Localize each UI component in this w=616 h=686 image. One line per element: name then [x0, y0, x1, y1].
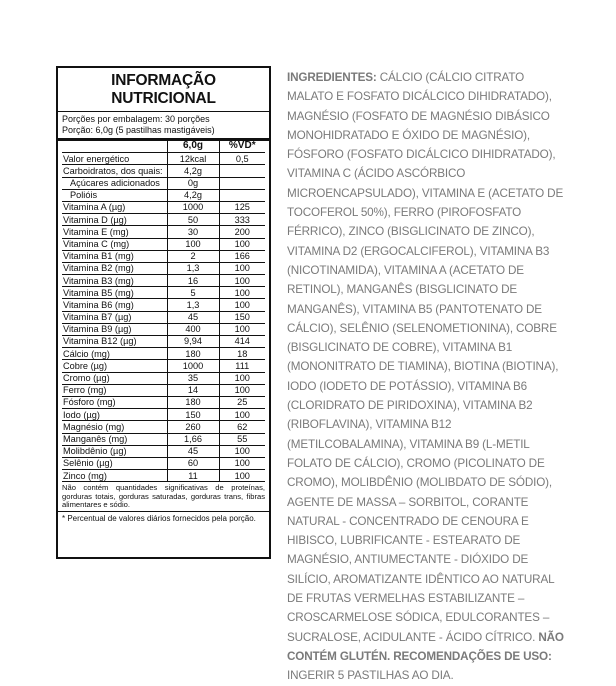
nutrient-amount: 30: [167, 226, 219, 238]
nutrient-name: Selênio (µg): [62, 457, 167, 469]
table-row: [62, 433, 265, 445]
nutrient-name: Ferro (mg): [62, 384, 167, 396]
nutrient-amount: 9,94: [167, 336, 219, 348]
nutrient-name: Vitamina D (µg): [62, 214, 167, 226]
nutrient-name: Vitamina B2 (mg): [62, 262, 167, 274]
nutrient-amount: 0g: [167, 177, 219, 189]
nutrient-name: Valor energético: [62, 153, 167, 165]
table-row: [62, 470, 265, 482]
recommendations-text: INGERIR 5 PASTILHAS AO DIA.: [287, 669, 454, 683]
nutrient-dv: 150: [219, 311, 265, 323]
nutrient-dv: 333: [219, 214, 265, 226]
table-header-row: [62, 141, 265, 153]
nutrient-amount: 45: [167, 445, 219, 457]
table-row: [62, 299, 265, 311]
nutrient-amount: 16: [167, 275, 219, 287]
nutrient-amount: 1,66: [167, 433, 219, 445]
table-row: [62, 323, 265, 335]
footnote-dv: * Percentual de valores diários fornecidos pela porção.: [62, 514, 256, 524]
nutrient-dv: 100: [219, 445, 265, 457]
serving-size: Porção: 6,0g (5 pastilhas mastigáveis): [62, 125, 215, 135]
nutrient-amount: 45: [167, 311, 219, 323]
nutrient-name: Vitamina E (mg): [62, 226, 167, 238]
nutrient-amount: 14: [167, 384, 219, 396]
table-row: [62, 311, 265, 323]
table-row: [62, 348, 265, 360]
header-dv: %VD*: [219, 141, 265, 153]
nutrient-dv: [219, 189, 265, 201]
table-row: [62, 262, 265, 274]
panel-title: INFORMAÇÃO NUTRICIONAL: [58, 70, 269, 112]
nutrient-name: Zinco (mg): [62, 470, 167, 482]
nutrient-amount: 1000: [167, 360, 219, 372]
nutrient-dv: 100: [219, 457, 265, 469]
table-row: [62, 201, 265, 213]
nutrient-amount: 150: [167, 409, 219, 421]
nutrient-name: Vitamina B9 (µg): [62, 323, 167, 335]
nutrient-dv: 25: [219, 396, 265, 408]
nutrient-name: Molibdênio (µg): [62, 445, 167, 457]
nutrient-name: Açúcares adicionados: [62, 177, 167, 189]
nutrient-dv: 100: [219, 287, 265, 299]
nutrient-dv: 200: [219, 226, 265, 238]
nutrient-dv: 55: [219, 433, 265, 445]
nutrient-amount: 5: [167, 287, 219, 299]
nutrient-name: Vitamina B1 (mg): [62, 250, 167, 262]
nutrient-dv: 111: [219, 360, 265, 372]
nutrient-name: Magnésio (mg): [62, 421, 167, 433]
nutrient-amount: 60: [167, 457, 219, 469]
nutrient-dv: 100: [219, 299, 265, 311]
nutrient-amount: 1,3: [167, 262, 219, 274]
servings-per-package: Porções por embalagem: 30 porções: [62, 114, 210, 124]
ingredients-text: [287, 68, 567, 686]
table-row: [62, 177, 265, 189]
nutrient-dv: 100: [219, 372, 265, 384]
nutrient-amount: 35: [167, 372, 219, 384]
table-row: [62, 287, 265, 299]
footnote-not-significant: Não contém quantidades significativas de proteínas, gorduras totais, gorduras saturadas, gorduras trans, fibras alimentares e sódio.: [58, 482, 269, 512]
nutrient-dv: 100: [219, 262, 265, 274]
table-row: [62, 396, 265, 408]
table-row: [62, 189, 265, 201]
nutrient-amount: 4,2g: [167, 189, 219, 201]
table-row: [62, 372, 265, 384]
nutrient-dv: 100: [219, 470, 265, 482]
nutrient-name: Vitamina B12 (µg): [62, 336, 167, 348]
table-row: [62, 336, 265, 348]
nutrient-amount: 1000: [167, 201, 219, 213]
nutrient-dv: 100: [219, 323, 265, 335]
nutrient-amount: 50: [167, 214, 219, 226]
nutrient-amount: 11: [167, 470, 219, 482]
nutrient-name: Cobre (µg): [62, 360, 167, 372]
table-row: [62, 421, 265, 433]
nutrient-dv: [219, 177, 265, 189]
nutrient-name: Vitamina A (µg): [62, 201, 167, 213]
nutrient-name: Fósforo (mg): [62, 396, 167, 408]
header-nutrient: [62, 141, 167, 153]
header-amount: 6,0g: [167, 141, 219, 153]
nutrient-dv: 100: [219, 275, 265, 287]
table-row: [62, 445, 265, 457]
nutrient-amount: 260: [167, 421, 219, 433]
nutrient-dv: 125: [219, 201, 265, 213]
nutrient-name: Polióis: [62, 189, 167, 201]
table-row: [62, 226, 265, 238]
nutrition-facts-panel: [56, 66, 271, 559]
table-row: [62, 384, 265, 396]
nutrient-amount: 400: [167, 323, 219, 335]
table-row: [62, 360, 265, 372]
gluten-notice: NÃO CONTÉM GLUTÉN.: [287, 630, 564, 663]
nutrient-name: Iodo (µg): [62, 409, 167, 421]
nutrient-dv: 18: [219, 348, 265, 360]
nutrient-name: Vitamina B5 (mg): [62, 287, 167, 299]
table-row: [62, 165, 265, 177]
nutrient-dv: 100: [219, 409, 265, 421]
nutrient-name: Cálcio (mg): [62, 348, 167, 360]
nutrient-dv: 100: [219, 238, 265, 250]
nutrient-amount: 4,2g: [167, 165, 219, 177]
nutrient-name: Cromo (µg): [62, 372, 167, 384]
nutrient-name: Carboidratos, dos quais:: [62, 165, 167, 177]
nutrient-dv: [219, 165, 265, 177]
nutrient-dv: 0,5: [219, 153, 265, 165]
nutrient-name: Manganês (mg): [62, 433, 167, 445]
nutrient-amount: 12kcal: [167, 153, 219, 165]
nutrient-name: Vitamina B7 (µg): [62, 311, 167, 323]
ingredients-list: CÁLCIO (CÁLCIO CITRATO MALATO E FOSFATO DICÁLCICO DIHIDRATADO), MAGNÉSIO (FOSFATO DE MAGNÉSIO DIBÁSICO MONOHIDRATADO E ÓXIDO DE MAGNÉSIO), FÓSFORO (FOSFATO DICÁLCICO DIHIDRATADO), VITAMINA C (ÁCIDO ASCÓRBICO MICROENCAPSULADO), VITAMINA E (ACETATO DE TOCOFEROL 50%), FERRO (PIROFOSFATO FÉRRICO), ZINCO (BISGLICINATO DE ZINCO), VITAMINA D2 (ERGOCALCIFEROL), VITAMINA B3 (NICOTINAMIDA), VITAMINA A (ACETATO DE RETINOL), MANGANÊS (BISGLICINATO DE MANGANÊS), VITAMINA B5 (PANTOTENATO DE CÁLCIO), SELÊNIO (SELENOMETIONINA), COBRE (BISGLICINATO DE COBRE), VITAMINA B1 (MONONITRATO DE TIAMINA), BIOTINA (BIOTINA), IODO (IODETO DE POTÁSSIO), VITAMINA B6 (CLORIDRATO DE PIRIDOXINA), VITAMINA B2 (RIBOFLAVINA), VITAMINA B12 (METILCOBALAMINA), VITAMINA B9 (L-METIL FOLATO DE CÁLCIO), CROMO (PICOLINATO DE CROMO), MOLIBDÊNIO (MOLIBDATO DE SÓDIO), AGENTE DE MASSA – SORBITOL, CORANTE NATURAL - CONCENTRADO DE CENOURA E HIBISCO, LUBRIFICANTE - ESTEARATO DE MAGNÉSIO, ANTIUMECTANTE - DIÓXIDO DE SILÍCIO, AROMATIZANTE IDÊNTICO AO NATURAL DE FRUTAS VERMELHAS ESTABILIZANTE – CROSCARMELOSE SÓDICA, EDULCORANTES – SUCRALOSE, ACIDULANTE - ÁCIDO CÍTRICO.: [287, 71, 564, 644]
nutrient-name: Vitamina C (mg): [62, 238, 167, 250]
table-row: [62, 275, 265, 287]
table-row: [62, 214, 265, 226]
table-row: [62, 153, 265, 165]
nutrient-amount: 180: [167, 348, 219, 360]
table-row: [62, 409, 265, 421]
nutrient-amount: 1,3: [167, 299, 219, 311]
nutrient-name: Vitamina B6 (mg): [62, 299, 167, 311]
ingredients-heading: INGREDIENTES:: [287, 71, 377, 84]
nutrient-dv: 166: [219, 250, 265, 262]
nutrient-amount: 180: [167, 396, 219, 408]
nutrient-name: Vitamina B3 (mg): [62, 275, 167, 287]
nutrient-dv: 62: [219, 421, 265, 433]
nutrient-amount: 2: [167, 250, 219, 262]
nutrition-table: [62, 141, 265, 482]
table-row: [62, 250, 265, 262]
table-row: [62, 238, 265, 250]
recommendations-heading: RECOMENDAÇÕES DE USO:: [390, 649, 552, 663]
nutrient-dv: 100: [219, 384, 265, 396]
nutrient-amount: 100: [167, 238, 219, 250]
table-row: [62, 457, 265, 469]
nutrient-dv: 414: [219, 336, 265, 348]
